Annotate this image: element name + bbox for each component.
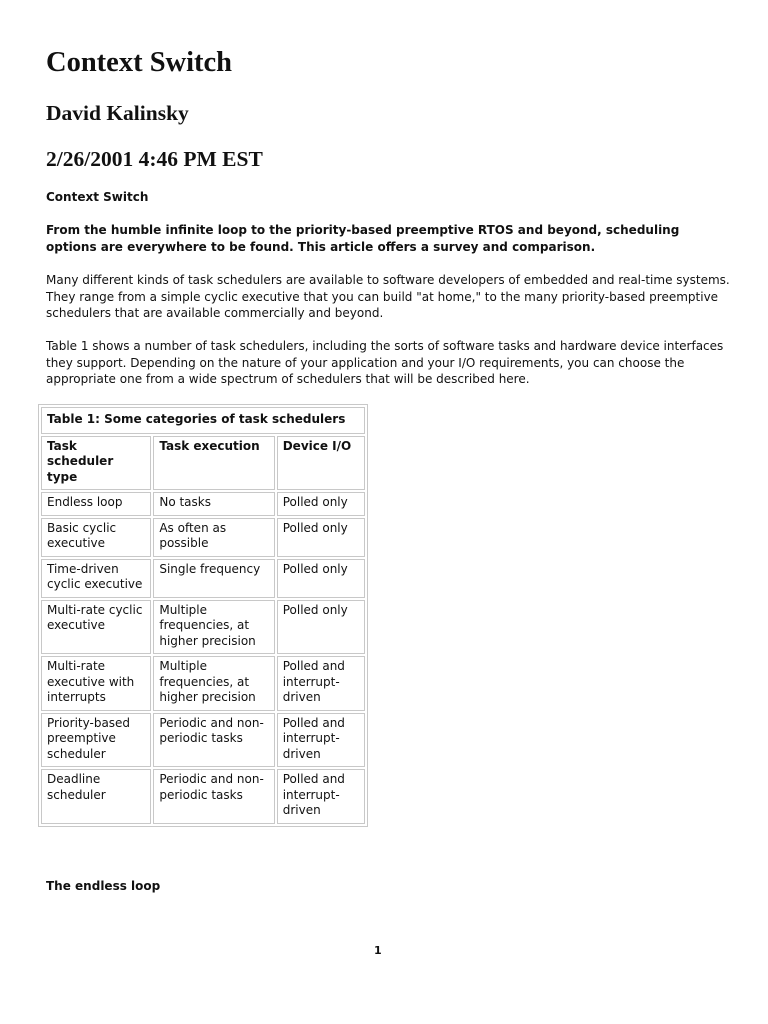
table-row: [41, 518, 365, 557]
table-cell: Deadline scheduler: [41, 769, 151, 824]
table-cell: As often as possible: [153, 518, 274, 557]
table-cell: Multi-rate executive with interrupts: [41, 656, 151, 711]
table-row: [41, 769, 365, 824]
paragraph-1: Many different kinds of task schedulers are available to software developers of embedded and real-time systems. They range from a simple cyclic executive that you can build "at home," to the many priority-based preemptive schedulers that are available commercially and beyond.: [46, 273, 730, 320]
page-number: 1: [374, 944, 382, 957]
column-header-device-io: Device I/O: [277, 436, 365, 491]
table-row: [41, 600, 365, 655]
table-row: [41, 656, 365, 711]
table-cell: Polled only: [277, 518, 365, 557]
table-cell: Time-driven cyclic executive: [41, 559, 151, 598]
table-cell: Endless loop: [41, 492, 151, 516]
table-row: [41, 492, 365, 516]
table-cell: No tasks: [153, 492, 274, 516]
table-cell: Periodic and non-periodic tasks: [153, 769, 274, 824]
paragraph-2: Table 1 shows a number of task schedulers, including the sorts of software tasks and hardware device interfaces they support. Depending on the nature of your application and your I/O requirements, you can choose the appropriate one from a wide spectrum of schedulers that will be described here.: [46, 339, 724, 386]
section-heading-endless-loop: The endless loop: [46, 879, 161, 893]
table-cell: Polled and interrupt-driven: [277, 713, 365, 768]
section-label: Context Switch: [46, 190, 149, 204]
table-header-row: [41, 436, 365, 491]
table-cell: Multi-rate cyclic executive: [41, 600, 151, 655]
table-cell: Polled only: [277, 559, 365, 598]
table-cell: Polled and interrupt-driven: [277, 656, 365, 711]
table-cell: Polled and interrupt-driven: [277, 769, 365, 824]
article-title: Context Switch: [46, 47, 233, 78]
table-caption: Table 1: Some categories of task schedulers: [41, 407, 365, 434]
scheduler-table: [39, 405, 367, 826]
article-author: David Kalinsky: [46, 101, 189, 125]
article-lede: From the humble infinite loop to the priority-based preemptive RTOS and beyond, scheduling options are everywhere to be found. This article offers a survey and comparison.: [46, 223, 680, 254]
table-cell: Multiple frequencies, at higher precision: [153, 656, 274, 711]
table-row: [41, 713, 365, 768]
table-caption-row: [41, 407, 365, 434]
table-cell: Polled only: [277, 600, 365, 655]
table-cell: Multiple frequencies, at higher precision: [153, 600, 274, 655]
table-cell: Polled only: [277, 492, 365, 516]
table-cell: Priority-based preemptive scheduler: [41, 713, 151, 768]
scheduler-table-frame: [38, 404, 368, 827]
article-date: 2/26/2001 4:46 PM EST: [46, 147, 263, 171]
column-header-type: Task scheduler type: [41, 436, 151, 491]
table-cell: Basic cyclic executive: [41, 518, 151, 557]
table-row: [41, 559, 365, 598]
table-cell: Periodic and non-periodic tasks: [153, 713, 274, 768]
table-cell: Single frequency: [153, 559, 274, 598]
column-header-execution: Task execution: [153, 436, 274, 491]
